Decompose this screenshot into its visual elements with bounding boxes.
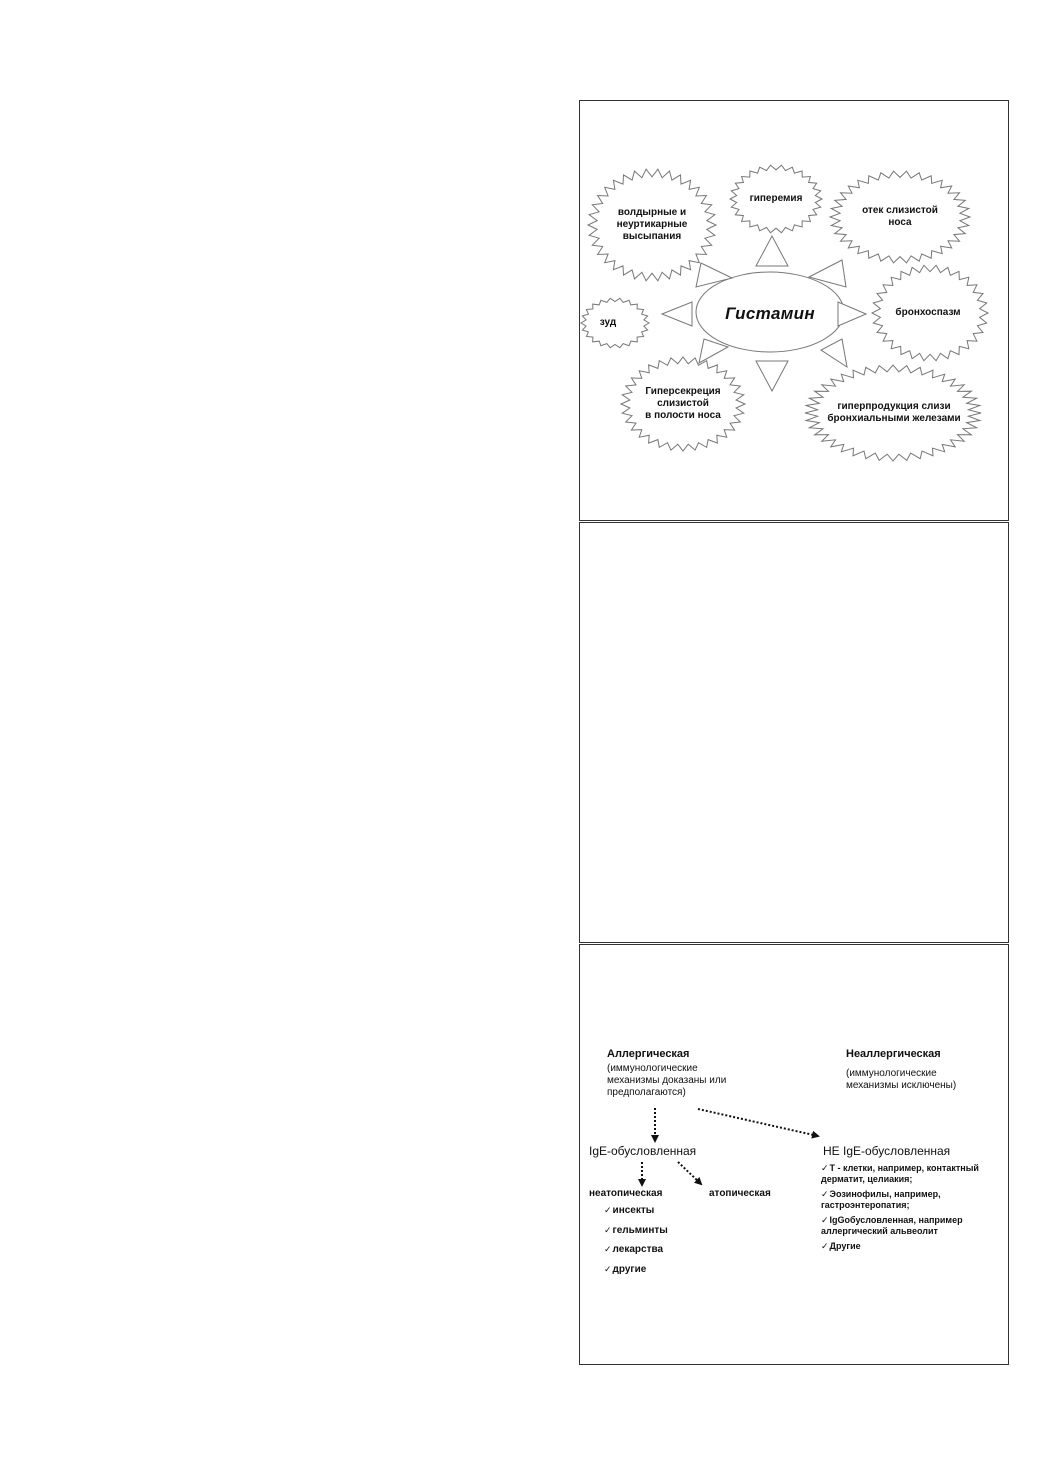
non-ige-label: НЕ IgE-обусловленная: [823, 1144, 951, 1158]
effect-label-top: гиперемия: [749, 193, 803, 204]
arrow-triangle-top: [756, 236, 788, 266]
arrow-triangle-left: [662, 302, 692, 326]
allergic-subtitle: (иммунологические механизмы доказаны или предполагаются): [607, 1063, 727, 1098]
allergic-title: Аллергическая: [607, 1048, 690, 1060]
effect-label-bottom-right: гиперпродукция слизи бронхиальными железами: [827, 401, 961, 424]
neatopic-list: [604, 1204, 668, 1282]
list-item: ✓Эозинофилы, например, гастроэнтеропатия;: [821, 1189, 941, 1210]
slide-histamine: [579, 100, 1009, 521]
effect-label-left: зуд: [599, 317, 617, 328]
arrow-allergic-to-non-ige: [698, 1109, 818, 1136]
effect-label-bottom-left: Гиперсекреция слизистой в полости носа: [645, 386, 721, 421]
list-item: ✓гельминты: [604, 1224, 668, 1236]
list-item: ✓Другие: [821, 1241, 861, 1251]
non-ige-list: [821, 1163, 979, 1256]
slide-allergy-classification: [579, 944, 1009, 1365]
arrow-ige-to-atopic: [678, 1162, 701, 1184]
list-item: ✓Т - клетки, например, контактный дерматит, целиакия;: [821, 1163, 979, 1184]
list-item: ✓IgGобусловленная, например аллергический альвеолит: [821, 1215, 963, 1236]
arrow-triangle-bottom: [756, 361, 788, 391]
atopic-label: атопическая: [709, 1188, 771, 1199]
effect-label-right: бронхоспазм: [895, 307, 961, 318]
ige-label: IgE-обусловленная: [589, 1144, 697, 1158]
nonallergic-title: Неаллергическая: [846, 1048, 941, 1060]
arrow-triangle-bottom-right: [821, 339, 847, 367]
effect-label-top-right: отек слизистой носа: [862, 205, 938, 228]
list-item: ✓инсекты: [604, 1205, 655, 1216]
list-item: ✓другие: [604, 1263, 647, 1275]
list-item: ✓лекарства: [604, 1244, 664, 1255]
neatopic-label: неатопическая: [589, 1188, 663, 1199]
slide-blank: [579, 522, 1009, 943]
nonallergic-subtitle: (иммунологические механизмы исключены): [846, 1068, 957, 1091]
arrow-triangle-right: [838, 302, 866, 326]
center-label: Гистамин: [725, 304, 815, 323]
effect-label-top-left: волдырные и неуртикарные высыпания: [616, 207, 688, 242]
